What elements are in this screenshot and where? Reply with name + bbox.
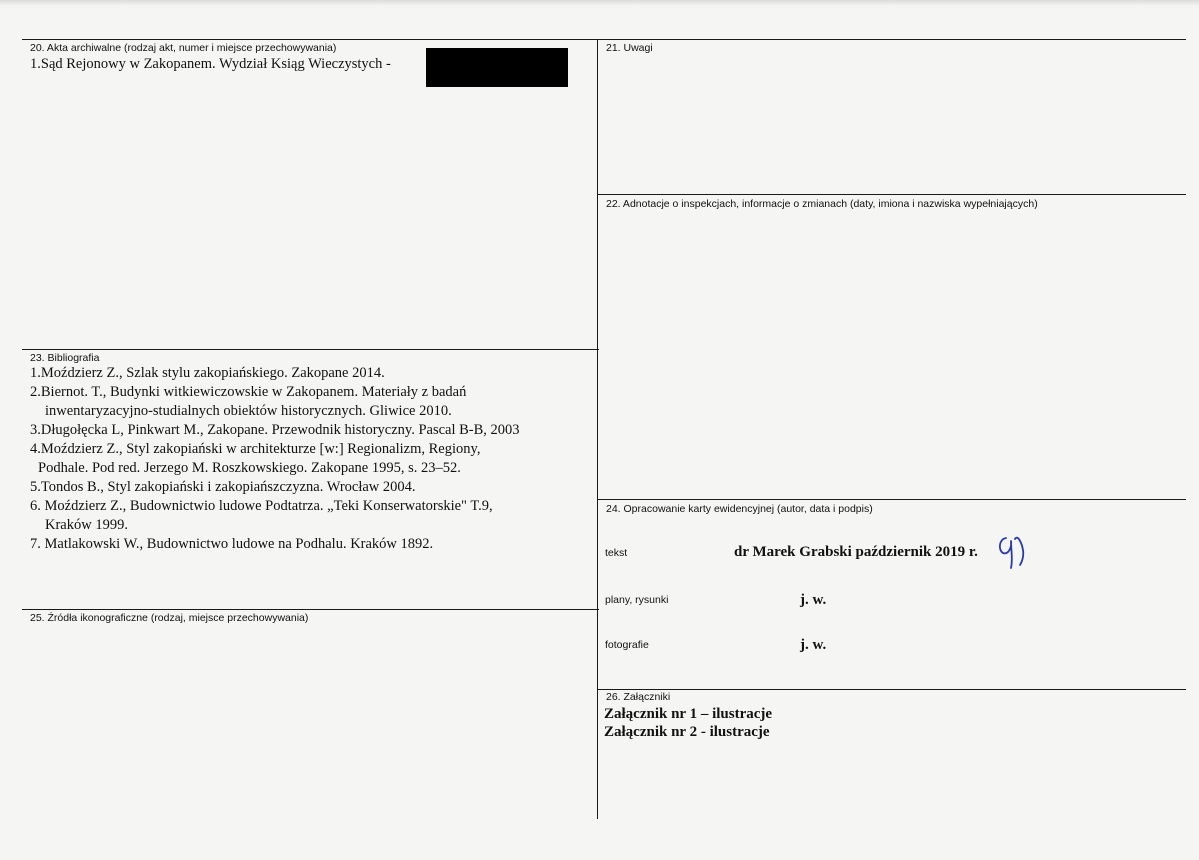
entry-text: 3.Długołęcka L, Pinkwart M., Zakopane. Przewodnik historyczny. Pascal B-B, 2003 (30, 422, 520, 438)
section-23-label: 23. Bibliografia (30, 352, 100, 364)
rule-top-right (598, 39, 1186, 40)
text-author-value: dr Marek Grabski październik 2019 r. (734, 544, 978, 560)
entry-text: 1.Moździerz Z., Szlak stylu zakopiańskiego. Zakopane 2014. (30, 365, 385, 381)
bibliography-entry (30, 364, 596, 383)
drawings-label: plany, rysunki (605, 594, 669, 606)
signature-mark (996, 532, 1030, 570)
entry-text: 6. Moździerz Z., Budownictwio ludowe Podtatrza. „Teki Konserwatorskie" T.9, (30, 498, 493, 514)
rule-22 (598, 194, 1186, 195)
entry-text-continued: Kraków 1999. (45, 517, 128, 533)
archive-entry-1: 1.Sąd Rejonowy w Zakopanem. Wydział Ksiąg Wieczystych - (30, 56, 391, 72)
attachment-2: Załącznik nr 2 - ilustracje (604, 724, 770, 740)
photos-label: fotografie (605, 639, 649, 651)
entry-text: 4.Moździerz Z., Styl zakopiański w architekturze [w:] Regionalizm, Regiony, (30, 441, 481, 457)
attachment-1: Załącznik nr 1 – ilustracje (604, 706, 773, 722)
photos-value: j. w. (800, 637, 827, 653)
bibliography-entry (30, 383, 596, 421)
rule-24 (598, 499, 1186, 500)
section-24-label: 24. Opracowanie karty ewidencyjnej (autor, data i podpis) (606, 503, 873, 515)
drawings-value: j. w. (800, 592, 827, 608)
bibliography-entry (30, 497, 596, 535)
rule-23 (22, 349, 599, 350)
bibliography-entry (30, 535, 596, 554)
rule-25 (22, 609, 599, 610)
section-22-label: 22. Adnotacje o inspekcjach, informacje o zmianach (daty, imiona i nazwiska wypełniających) (606, 198, 1038, 210)
entry-text-continued: inwentaryzacyjno-studialnych obiektów historycznych. Gliwice 2010. (45, 403, 452, 419)
bibliography-list (30, 364, 596, 554)
section-20-label: 20. Akta archiwalne (rodzaj akt, numer i miejsce przechowywania) (30, 42, 337, 54)
entry-text-continued: Podhale. Pod red. Jerzego M. Roszkowskiego. Zakopane 1995, s. 23–52. (38, 460, 461, 476)
entry-text: 2.Biernot. T., Budynki witkiewiczowskie w Zakopanem. Materiały z badań (30, 384, 467, 400)
text-author-label: tekst (605, 547, 628, 559)
redaction-box (426, 48, 568, 87)
bibliography-entry (30, 421, 596, 440)
bibliography-entry (30, 478, 596, 497)
entry-text: 7. Matlakowski W., Budownictwo ludowe na Podhalu. Kraków 1892. (30, 536, 434, 552)
entry-text: 5.Tondos B., Styl zakopiański i zakopiańszczyzna. Wrocław 2004. (30, 479, 416, 495)
section-25-label: 25. Źródła ikonograficzne (rodzaj, miejsce przechowywania) (30, 612, 309, 624)
center-divider (597, 39, 598, 819)
scan-edge-shadow (0, 0, 1199, 6)
rule-top-left (22, 39, 599, 40)
section-21-label: 21. Uwagi (606, 42, 653, 54)
rule-26 (598, 689, 1186, 690)
bibliography-entry (30, 440, 596, 478)
section-26-label: 26. Załączniki (606, 691, 671, 703)
